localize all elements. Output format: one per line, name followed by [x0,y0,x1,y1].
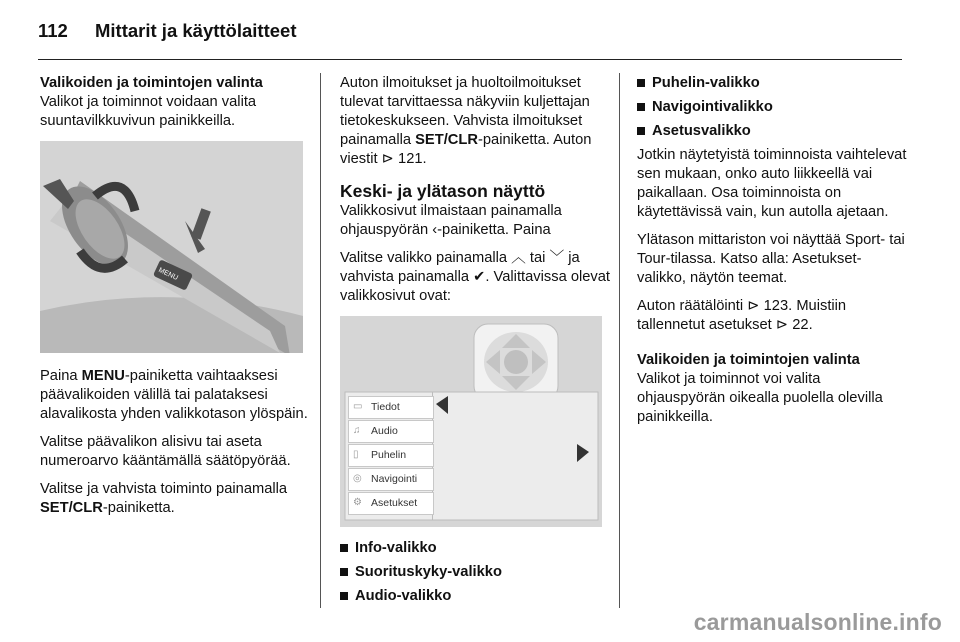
column-1 [40,74,308,527]
list-item: Navigointivalikko [637,98,907,117]
menu-row-audio: ♫ Audio [348,420,434,443]
info-icon: ▭ [353,401,363,412]
bullet-square-icon [637,79,645,87]
list-item: Asetusvalikko [637,122,907,141]
paragraph: Ylätason mittariston voi näyttää Sport- tai Tour-tilassa. Katso alla: Asetukset-valikko, näytön teemat. [637,232,905,286]
column-2 [340,74,610,611]
reference-arrow-icon: ⊳ [747,298,760,314]
list-item: Info-valikko [340,539,610,558]
paragraph: Auton ilmoitukset ja huoltoilmoitukset tulevat tarvittaessa näkyviin kuljettajan tietokeskukseen. Vahvista ilmoitukset painamalla SET/CLR-painiketta. Auton viestit ⊳ 121. [340,75,592,167]
bullet-square-icon [637,103,645,111]
bullet-square-icon [637,127,645,135]
page-reference: 121 [398,151,423,167]
paragraph: Valikkosivut ilmaistaan painamalla ohjauspyörän ‹-painiketta. Paina [340,203,562,238]
list-item: Puhelin-valikko [637,74,907,93]
menu-row-tiedot: ▭ Tiedot [348,396,434,419]
paragraph: Valitse valikko painamalla ︿ tai ﹀ ja vahvista painamalla ✔. Valittavissa olevat valikkosivut ovat: [340,250,611,304]
set-clr-key-name: SET/CLR [415,132,478,148]
paragraph: Valitse päävalikon alisivu tai aseta numeroarvo kääntämällä säätöpyörää. [40,434,291,469]
page-number: 112 [38,20,68,41]
section-heading: Valikoiden ja toimintojen valinta [40,75,263,91]
phone-icon: ▯ [353,449,359,460]
menu-row-navigointi: ◎ Navigointi [348,468,434,491]
reference-arrow-icon: ⊳ [381,151,394,167]
column-3 [637,74,907,436]
paragraph: Valikot ja toiminnot voidaan valita suuntavilkkuvivun painikkeilla. [40,94,257,129]
bullet-square-icon [340,544,348,552]
page-title: Mittarit ja käyttölaitteet [95,20,297,41]
paragraph: Valitse ja vahvista toiminto painamalla SET/CLR-painiketta. [40,481,288,516]
menu-key-name: MENU [81,368,125,384]
music-note-icon: ♫ [353,425,361,436]
column-divider [320,73,321,608]
menu-button-label: MENU [157,266,179,282]
menu-row-asetukset: ⚙ Asetukset [348,492,434,515]
page-reference: 22 [792,317,809,333]
set-clr-key-name: SET/CLR [40,500,103,516]
section-heading: Valikoiden ja toimintojen valinta [637,352,860,368]
header-rule [38,59,902,60]
paragraph: Valikot ja toiminnot voi valita ohjauspyörän oikealla puolella olevilla painikkeilla. [637,371,883,425]
page-reference: 123 [763,298,789,314]
column-divider [619,73,620,608]
list-item: Audio-valikko [340,587,610,606]
compass-icon: ◎ [353,473,362,484]
watermark: carmanualsonline.info [693,609,942,635]
turn-signal-lever-illustration [40,141,303,353]
bullet-square-icon [340,568,348,576]
reference-arrow-icon: ⊳ [775,317,789,333]
display-menu-illustration [340,316,602,527]
paragraph: Paina MENU-painiketta vaihtaaksesi päävalikoiden välillä tai palataksesi alavalikosta yhden valikkotason ylöspäin. [40,368,308,422]
list-item: Suorituskyky-valikko [340,563,610,582]
paragraph: Auton räätälöinti ⊳ 123. Muistiin tallennetut asetukset ⊳ 22. [637,298,847,333]
settings-icon: ⚙ [353,497,362,508]
bullet-square-icon [340,592,348,600]
page-header [38,20,297,42]
paragraph: Jotkin näytetyistä toiminnoista vaihtelevat sen mukaan, onko auto liikkeellä vai paikallaan. Osa toiminnoista on käytettävissä vain, kun autolla ajetaan. [637,147,907,220]
menu-row-puhelin: ▯ Puhelin [348,444,434,467]
section-heading: Keski- ja ylätason näyttö [340,181,546,201]
